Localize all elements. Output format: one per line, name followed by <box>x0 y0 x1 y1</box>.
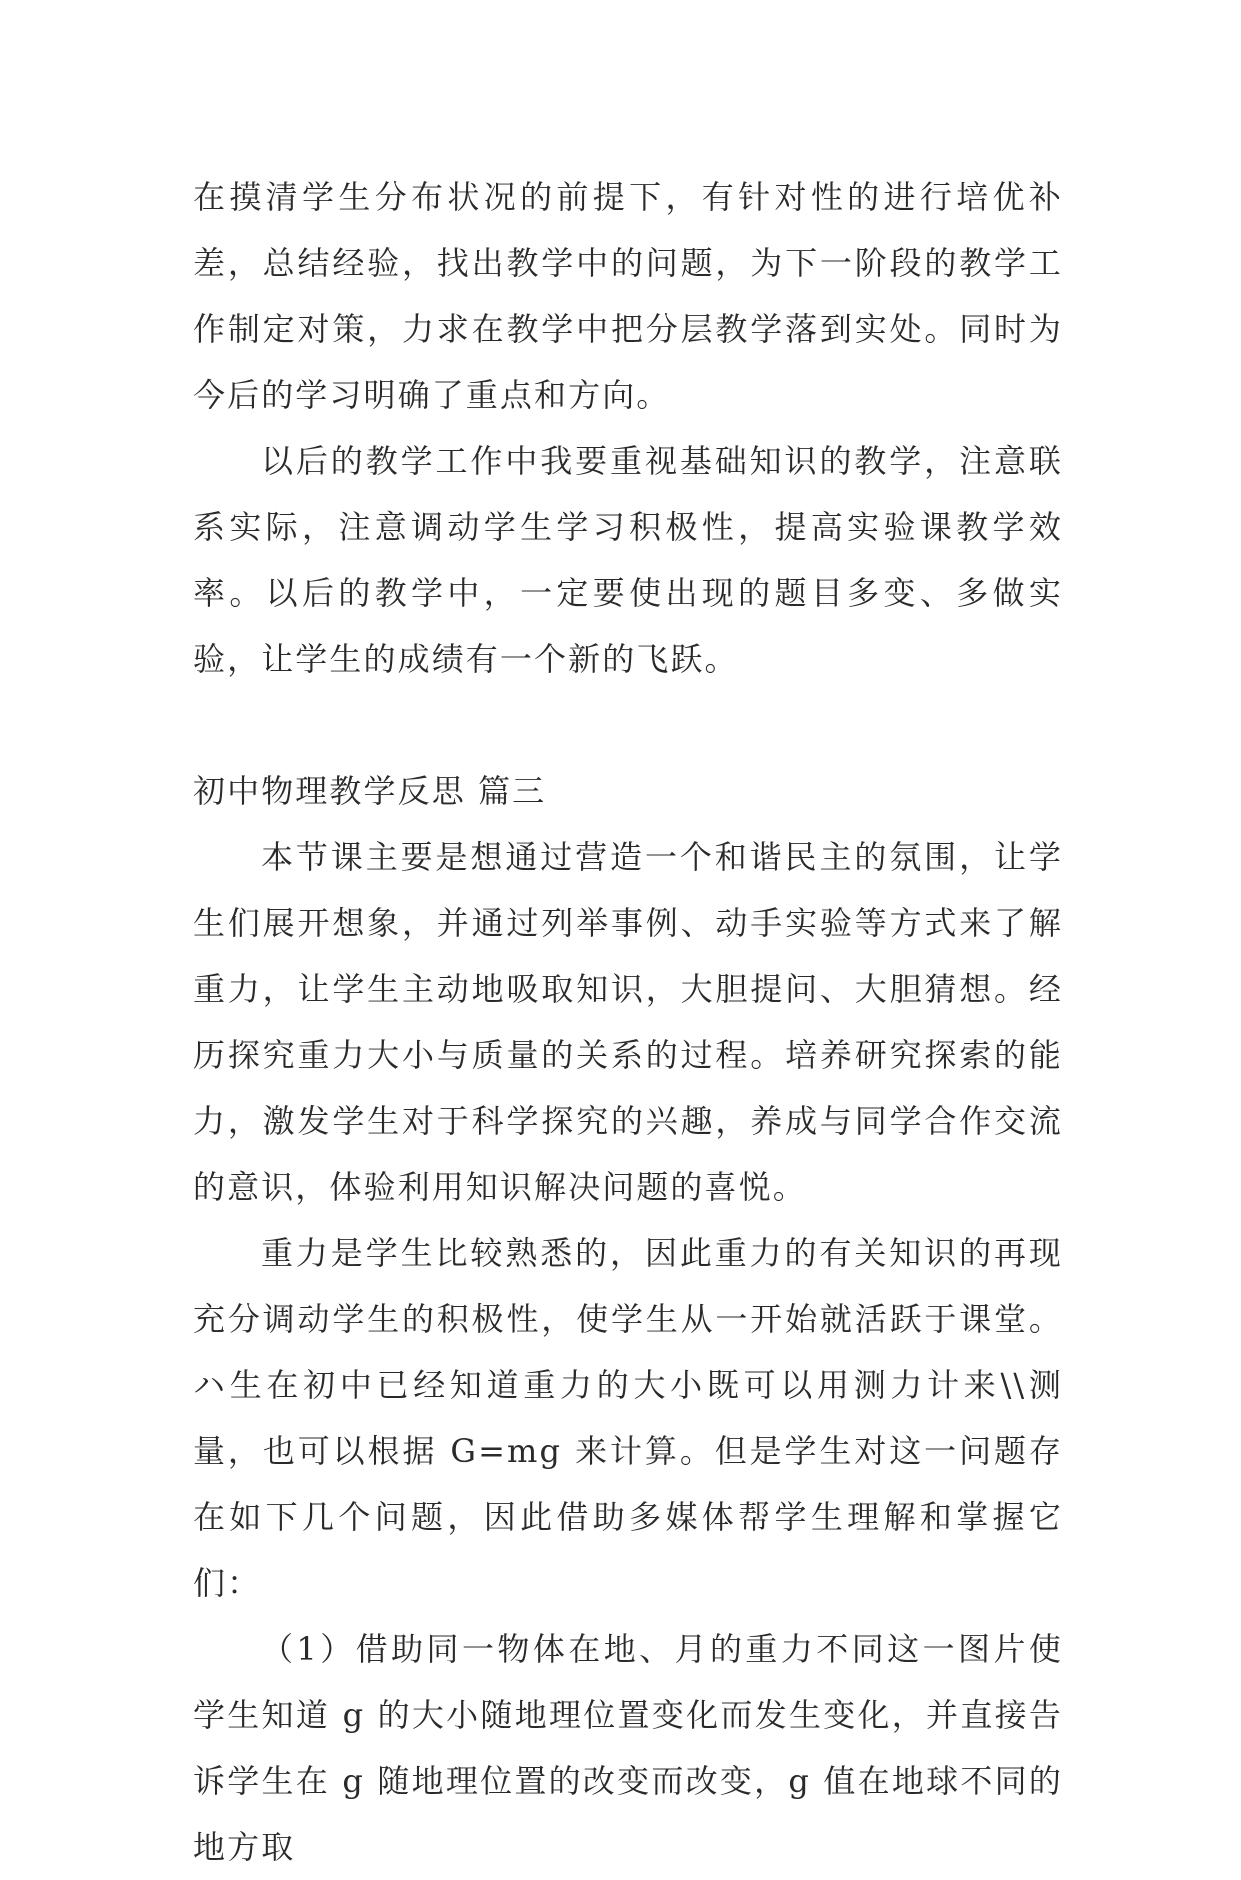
paragraph-5: （1）借助同一物体在地、月的重力不同这一图片使学生知道 g 的大小随地理位置变化而发生变化，并直接告诉学生在 g 随地理位置的改变而改变，g 值在地球不同的地方取 <box>193 1630 1063 1866</box>
paragraph-3: 本节课主要是想通过营造一个和谐民主的氛围，让学生们展开想象，并通过列举事例、动手实验等方式来了解重力，让学生主动地吸取知识，大胆提问、大胆猜想。经历探究重力大小与质量的关系的过程。培养研究探索的能力，激发学生对于科学探究的兴趣，养成与同学合作交流的意识，体验利用知识解决问题的喜悦。 <box>193 838 1063 1206</box>
document-body <box>193 164 1063 1880</box>
section-heading: 初中物理教学反思 篇三 <box>193 772 547 810</box>
paragraph-4: 重力是学生比较熟悉的，因此重力的有关知识的再现充分调动学生的积极性，使学生从一开始就活跃于课堂。ハ生在初中已经知道重力的大小既可以用测力计来\\测量，也可以根据 G=mg 来计算。但是学生对这一问题存在如下几个问题，因此借助多媒体帮学生理解和掌握它们： <box>193 1234 1063 1602</box>
paragraph-1: 在摸清学生分布状况的前提下，有针对性的进行培优补差，总结经验，找出教学中的问题，为下一阶段的教学工作制定对策，力求在教学中把分层教学落到实处。同时为今后的学习明确了重点和方向。 <box>193 178 1063 414</box>
paragraph-2: 以后的教学工作中我要重视基础知识的教学，注意联系实际，注意调动学生学习积极性，提高实验课教学效率。以后的教学中，一定要使出现的题目多变、多做实验，让学生的成绩有一个新的飞跃。 <box>193 442 1063 678</box>
